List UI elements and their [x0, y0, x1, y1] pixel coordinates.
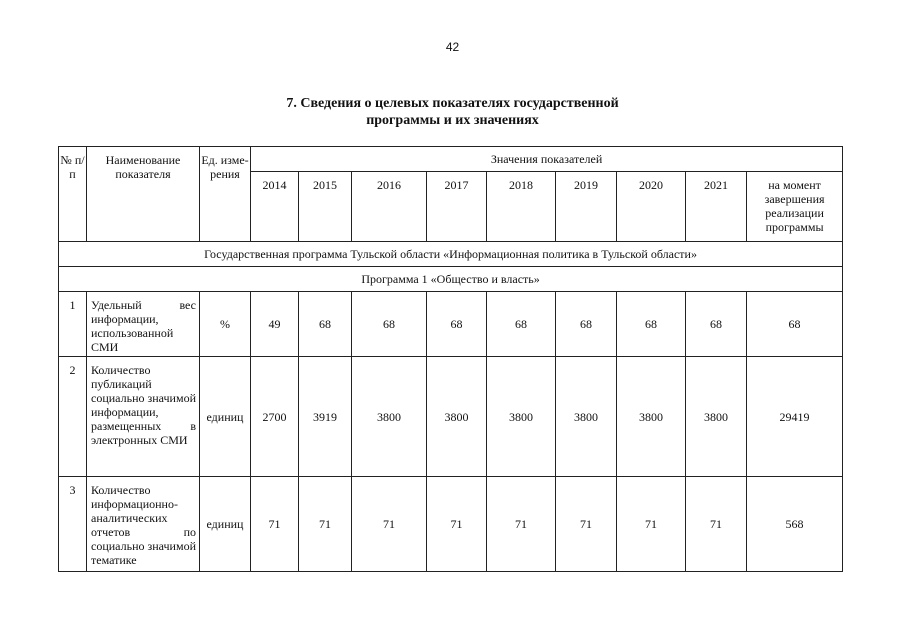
indicators-table	[58, 146, 843, 572]
row-final: 29419	[747, 357, 843, 477]
program-row	[59, 242, 843, 267]
table-row	[59, 292, 843, 357]
row-value: 3800	[352, 357, 427, 477]
row-value: 71	[617, 477, 686, 572]
row-value: 2700	[251, 357, 299, 477]
row-value: 68	[556, 292, 617, 357]
row-unit: %	[200, 292, 251, 357]
row-value: 3800	[686, 357, 747, 477]
header-values-group: Значения показателей	[251, 147, 843, 172]
row-value: 71	[427, 477, 487, 572]
header-year: 2014	[251, 172, 299, 242]
subprogram-title: Программа 1 «Общество и власть»	[59, 267, 843, 292]
program-title: Государственная программа Тульской области «Информационная политика в Тульской области»	[59, 242, 843, 267]
row-num: 1	[59, 292, 87, 357]
header-year: 2021	[686, 172, 747, 242]
table-row	[59, 477, 843, 572]
row-value: 49	[251, 292, 299, 357]
row-value: 71	[299, 477, 352, 572]
row-value: 3800	[617, 357, 686, 477]
row-value: 3800	[487, 357, 556, 477]
header-name: Наименование показателя	[87, 147, 200, 242]
row-final: 68	[747, 292, 843, 357]
page-number: 42	[445, 40, 460, 54]
row-final: 568	[747, 477, 843, 572]
row-num: 3	[59, 477, 87, 572]
header-unit: Ед. изме-рения	[200, 147, 251, 242]
header-year: 2016	[352, 172, 427, 242]
header-year: 2015	[299, 172, 352, 242]
title-line-1: 7. Сведения о целевых показателях государственной	[286, 96, 619, 111]
row-name: Количество информационно-аналитических отчетов по социально значимой тематике	[87, 477, 200, 572]
header-year: 2019	[556, 172, 617, 242]
row-value: 68	[686, 292, 747, 357]
row-value: 68	[352, 292, 427, 357]
row-value: 71	[352, 477, 427, 572]
title-line-2: программы и их значениях	[366, 113, 539, 128]
header-final: на момент завершения реализации программы	[747, 172, 843, 242]
row-value: 68	[427, 292, 487, 357]
row-num: 2	[59, 357, 87, 477]
subprogram-row	[59, 267, 843, 292]
header-row-1	[59, 147, 843, 172]
row-value: 3800	[556, 357, 617, 477]
row-value: 68	[617, 292, 686, 357]
header-year: 2020	[617, 172, 686, 242]
row-value: 71	[686, 477, 747, 572]
row-unit: единиц	[200, 357, 251, 477]
header-year: 2017	[427, 172, 487, 242]
table-row	[59, 357, 843, 477]
row-unit: единиц	[200, 477, 251, 572]
row-value: 71	[487, 477, 556, 572]
row-name: Удельный вес информации, использованной СМИ	[87, 292, 200, 357]
row-value: 3800	[427, 357, 487, 477]
row-value: 68	[299, 292, 352, 357]
row-value: 3919	[299, 357, 352, 477]
document-title	[0, 95, 905, 129]
row-value: 68	[487, 292, 556, 357]
row-value: 71	[556, 477, 617, 572]
header-num: № п/п	[59, 147, 87, 242]
header-year: 2018	[487, 172, 556, 242]
row-name: Количество публикаций социально значимой информации, размещенных в электронных СМИ	[87, 357, 200, 477]
row-value: 71	[251, 477, 299, 572]
